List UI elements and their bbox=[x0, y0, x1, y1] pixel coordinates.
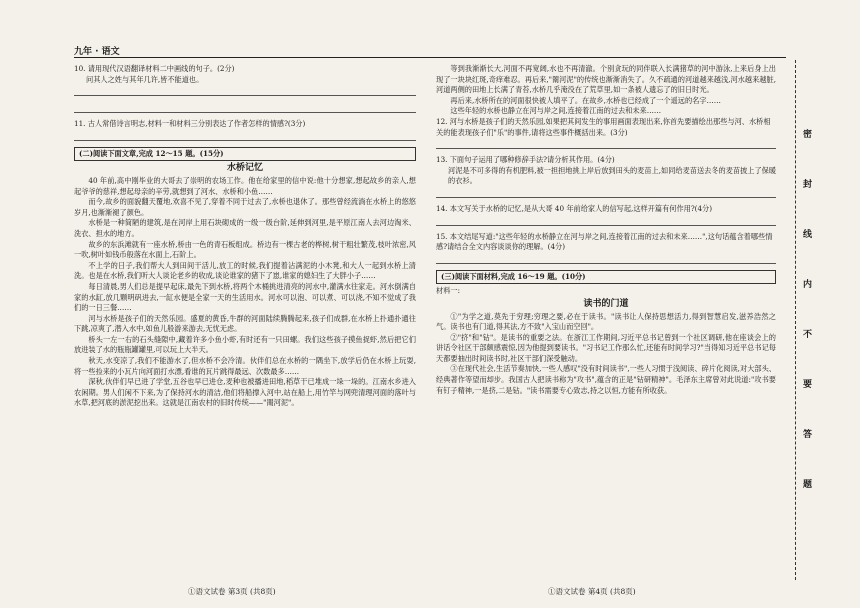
question-13: 13. 下面句子运用了哪种修辞手法?请分析其作用。(4分) bbox=[436, 155, 615, 165]
left-column bbox=[74, 64, 416, 409]
answer-line[interactable] bbox=[436, 187, 776, 198]
seal-char: 要 bbox=[803, 380, 813, 390]
paragraph: 桥头一左一右的石头缝隙中,藏着许多小鱼小虾,有时还有一只田螺。我们这些孩子摸鱼捉虾,然后把它们放进装了水的瓶瓶罐罐里,可以玩上大半天。 bbox=[74, 334, 416, 355]
seal-char: 不 bbox=[803, 330, 813, 340]
article-title: 读书的门道 bbox=[583, 298, 629, 309]
header-rule bbox=[74, 57, 786, 58]
paragraph: ①"为学之道,莫先于穷理;穷理之要,必在于读书。"读书让人保持思想活力,得到智慧启发,滋养浩然之气。读书也有门道,得其法,方不致"入宝山而空回"。 bbox=[436, 311, 776, 332]
paragraph: 水桥是一种简陋的建筑,是在河岸上用石块砌成的一级一级台阶,延伸到河里,是平原江南人去河边淘米、洗衣、担水的地方。 bbox=[74, 218, 416, 238]
answer-line[interactable] bbox=[74, 102, 416, 113]
question-11: 11. 古人常借诗言明志,材料一和材料三分别表达了作者怎样的情感?(3分) bbox=[74, 119, 306, 129]
question-12: 12. 河与水桥是孩子们的天然乐园,如果把其间发生的事用画面表现出来,你首先要描绘出那些与河、水桥相关的能表现孩子们"乐"的事件,请将这些事件概括出来。(3分) bbox=[436, 116, 771, 137]
paragraph: 等到我渐渐长大,河面不再宽阔,水也不再清澈。个别贪玩的同伴联入长满猪草的河中游泳,上来后身上出现了一块块红斑,奇痒难忍。再后来,"罱河泥"的传统也渐渐消失了。久不疏通的河道越来越浅,河水越来越脏,河道两侧的田地上长满了青苔,水桥几乎淹没在了荒草里,如一条被人遗忘了的旧日时光。 bbox=[436, 64, 776, 95]
question-15: 15. 本文结尾写道:"这些年轻的水桥静立在河与岸之间,连接着江南的过去和未来……",这句话蕴含着哪些情感?请结合全文内容谈谈你的理解。(4分) bbox=[436, 231, 773, 252]
answer-line[interactable] bbox=[74, 130, 416, 141]
page-footer-left: ①语文试卷 第3页 (共8页) bbox=[188, 587, 276, 596]
page-header: 九年 · 语文 bbox=[74, 47, 120, 57]
answer-line[interactable] bbox=[436, 253, 776, 264]
section-2-heading: (二)阅读下面文章,完成 12～15 题。(15分) bbox=[74, 147, 416, 162]
question-10-sentence: 问其人之姓与其年几许,皆不能道也。 bbox=[86, 74, 204, 84]
seal-char: 题 bbox=[803, 480, 813, 490]
paragraph: 秋天,水变凉了,我们不能游水了,但水桥不会冷清。伙伴们总在水桥的一隅坐下,放学后仍在水桥上玩耍,将一些捡来的小瓦片向河面打水漂,看谁的瓦片跳得最远、次数最多…… bbox=[74, 356, 416, 376]
answer-line[interactable] bbox=[436, 138, 776, 149]
paragraph: 再后来,水桥所在的河面很快被人填平了。在故乡,水桥也已经成了一个遥远的名字…… bbox=[450, 95, 721, 105]
article-title: 水桥记忆 bbox=[226, 163, 263, 174]
answer-line[interactable] bbox=[74, 85, 416, 96]
paragraph: ③在现代社会,生活节奏加快,一些人感叹"没有时间读书",一些人习惯于浅阅读、碎片化阅读,对大部头、经典著作等望而却步。我国古人把读书称为"攻书",蕴含的正是"钻研精神"。毛泽东主席曾对此说道:"攻书要有钉子精神,一是挤,二是钻。"读书需要专心致志,持之以恒,方能有所收获。 bbox=[436, 364, 776, 395]
paragraph: 每日清晨,男人们总是提早起床,最先下到水桥,将两个木桶挑进清亮的河水中,灌满水往家走。河水倒满自家的水缸,放几颗明矾进去,一缸水便是全家一天的生活用水。河水可以泡、可以煮、可以浇,不知不觉成了我们的一日三餐…… bbox=[74, 281, 416, 313]
seal-char: 内 bbox=[803, 280, 813, 290]
paragraph: ②"挤"和"钻"。是读书的重要之法。在浙江工作期间,习近平总书记曾到一个社区调研,他在座谈会上的讲话令社区干部颇感震惊,因为他提到要读书。"习书记工作那么忙,还能有时间学习?"当得知习近平总书记每天都要抽出时间读书时,社区干部们深受触动。 bbox=[436, 332, 776, 363]
paragraph: 深秋,伙伴们早已进了学堂,五谷也早已进仓,麦种也被播进田地,稻草干已堆成一垛一垛的。江南水乡进入农闲期。男人们闲不下来,为了保持河水的清洁,他们将船撑入河中,站在船上,用竹竿与网兜清理河面的落叶与水草,把河底的淤泥挖出来。这就是江南农村的旧时传统——"罱河泥"。 bbox=[74, 377, 416, 408]
material-label: 材料一: bbox=[436, 286, 460, 296]
seal-char: 答 bbox=[803, 430, 813, 440]
page-footer-right: ①语文试卷 第4页 (共8页) bbox=[548, 587, 636, 596]
section-3-heading: (三)阅读下面材料,完成 16～19 题。(10分) bbox=[436, 270, 776, 285]
question-14: 14. 本文写关于水桥的记忆,是从大哥 40 年前给家人的信写起,这样开篇有何作用?(4分) bbox=[436, 203, 713, 213]
paragraph: 40 年前,高中刚毕业的大哥去了崇明的农场工作。他在给家里的信中说:他十分想家,想起故乡的亲人,想起爷爷的慈祥,想起母亲的辛劳,就想到了河水、水桥和小鱼…… bbox=[74, 175, 416, 196]
seal-char: 线 bbox=[803, 230, 813, 240]
paragraph: 而今,故乡的面貌翻天覆地,欢喜不见了,穿着不同于过去了,水桥也退休了。那些曾经流淌在水桥上的悠悠岁月,也渐渐褪了颜色。 bbox=[74, 197, 416, 217]
right-column bbox=[436, 64, 776, 396]
question-13-quote: 河泥是不可多得的有机肥料,被一担担地挑上岸后放到田头的麦苗上,如同给麦苗送去冬的麦苗披上了保暖的衣衫。 bbox=[448, 165, 777, 186]
paragraph: 这些年轻的水桥也静立在河与岸之间,连接着江南的过去和未来…… bbox=[450, 106, 662, 116]
seal-char: 密 bbox=[803, 130, 813, 140]
paragraph: 故乡的东浜滩就有一座水桥,桥由一色的青石板组成。桥边有一棵古老的桦树,树干粗壮繁茂,枝叶浓密,风一吹,树叶如钱币般落在水面上,石阶上。 bbox=[74, 239, 416, 260]
seal-line bbox=[795, 60, 796, 580]
paragraph: 河与水桥是孩子们的天然乐园。盛夏的黄昏,牛群的河面陆续腾腾起来,孩子们成群,在水桥上扑通扑通往下跳,凉爽了,潜入水中,如鱼儿般游来游去,无忧无虑。 bbox=[74, 313, 416, 334]
seal-text bbox=[803, 130, 817, 530]
answer-line[interactable] bbox=[436, 215, 776, 226]
seal-char: 封 bbox=[803, 180, 813, 190]
question-10: 10. 请用现代汉语翻译材料二中画线的句子。(2分) bbox=[74, 64, 235, 73]
paragraph: 不上学的日子,我们帮大人到田间干活儿,放工的时候,我们提着沾满泥的小木凳,和大人一起到水桥上清洗。也是在水桥,我们听大人谈论老乡的收成,谈论谁家的猪下了崽,谁家的媳妇生了大胖小子…… bbox=[74, 260, 416, 281]
